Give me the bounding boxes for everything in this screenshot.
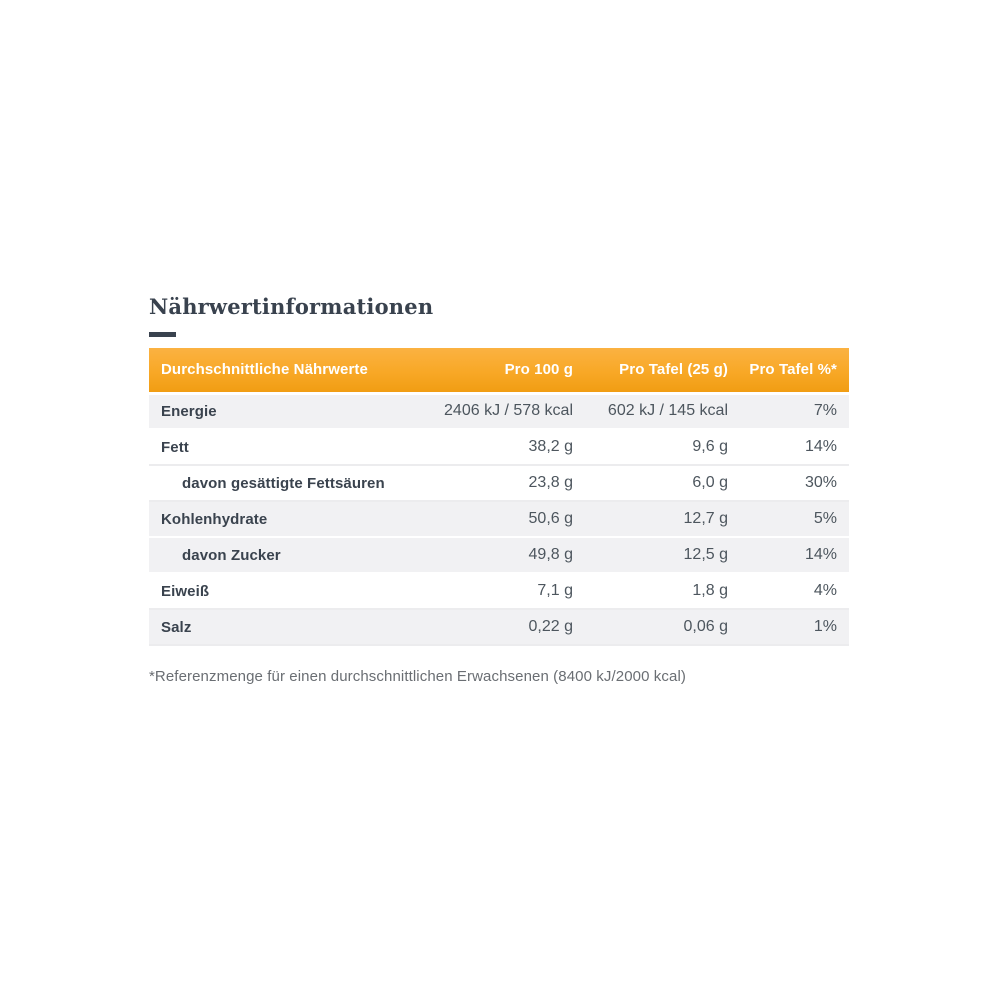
per-100g-value: 7,1 g	[537, 582, 573, 599]
nutrient-label: davon Zucker	[182, 546, 281, 564]
table-header-row	[149, 348, 849, 393]
column-header-per-tafel: Pro Tafel (25 g)	[573, 348, 728, 393]
table-row	[149, 501, 849, 537]
percent-value: 1%	[813, 618, 837, 635]
page-title: Nährwertinformationen	[149, 294, 434, 319]
nutrient-label: davon gesättigte Fettsäuren	[182, 474, 385, 492]
per-tafel-value: 12,7 g	[683, 510, 728, 527]
per-tafel-value: 1,8 g	[692, 582, 728, 599]
column-header-per-100g: Pro 100 g	[429, 348, 573, 393]
per-tafel-value: 602 kJ / 145 kcal	[607, 402, 728, 420]
nutrient-label: Salz	[161, 618, 192, 636]
per-100g-value: 38,2 g	[528, 438, 573, 455]
table-row	[149, 573, 849, 609]
table-row	[149, 537, 849, 573]
per-tafel-value: 9,6 g	[692, 438, 728, 455]
nutrition-table-body	[149, 393, 849, 645]
percent-value: 14%	[804, 546, 837, 563]
title-underline	[149, 332, 176, 337]
nutrient-label: Energie	[161, 402, 217, 420]
table-row	[149, 393, 849, 429]
per-tafel-value: 0,06 g	[683, 618, 728, 635]
nutrient-label: Kohlenhydrate	[161, 510, 268, 528]
percent-value: 30%	[804, 474, 837, 491]
table-row	[149, 465, 849, 501]
nutrient-label: Eiweiß	[161, 582, 210, 600]
percent-value: 4%	[813, 582, 837, 599]
column-header-nutrients: Durchschnittliche Nährwerte	[149, 348, 429, 393]
nutrient-label: Fett	[161, 438, 189, 456]
per-100g-value: 23,8 g	[528, 474, 573, 491]
table-row	[149, 609, 849, 645]
per-100g-value: 2406 kJ / 578 kcal	[444, 402, 573, 420]
table-row	[149, 429, 849, 465]
nutrition-table	[149, 348, 849, 646]
nutrition-info-section	[149, 294, 851, 700]
per-100g-value: 50,6 g	[528, 510, 573, 527]
per-100g-value: 49,8 g	[528, 546, 573, 563]
column-header-percent: Pro Tafel %*	[728, 348, 849, 393]
reference-footnote: *Referenzmenge für einen durchschnittlichen Erwachsenen (8400 kJ/2000 kcal)	[149, 668, 686, 685]
per-tafel-value: 6,0 g	[692, 474, 728, 491]
percent-value: 7%	[813, 402, 837, 420]
percent-value: 5%	[813, 510, 837, 527]
percent-value: 14%	[804, 438, 837, 455]
per-tafel-value: 12,5 g	[683, 546, 728, 563]
per-100g-value: 0,22 g	[528, 618, 573, 635]
